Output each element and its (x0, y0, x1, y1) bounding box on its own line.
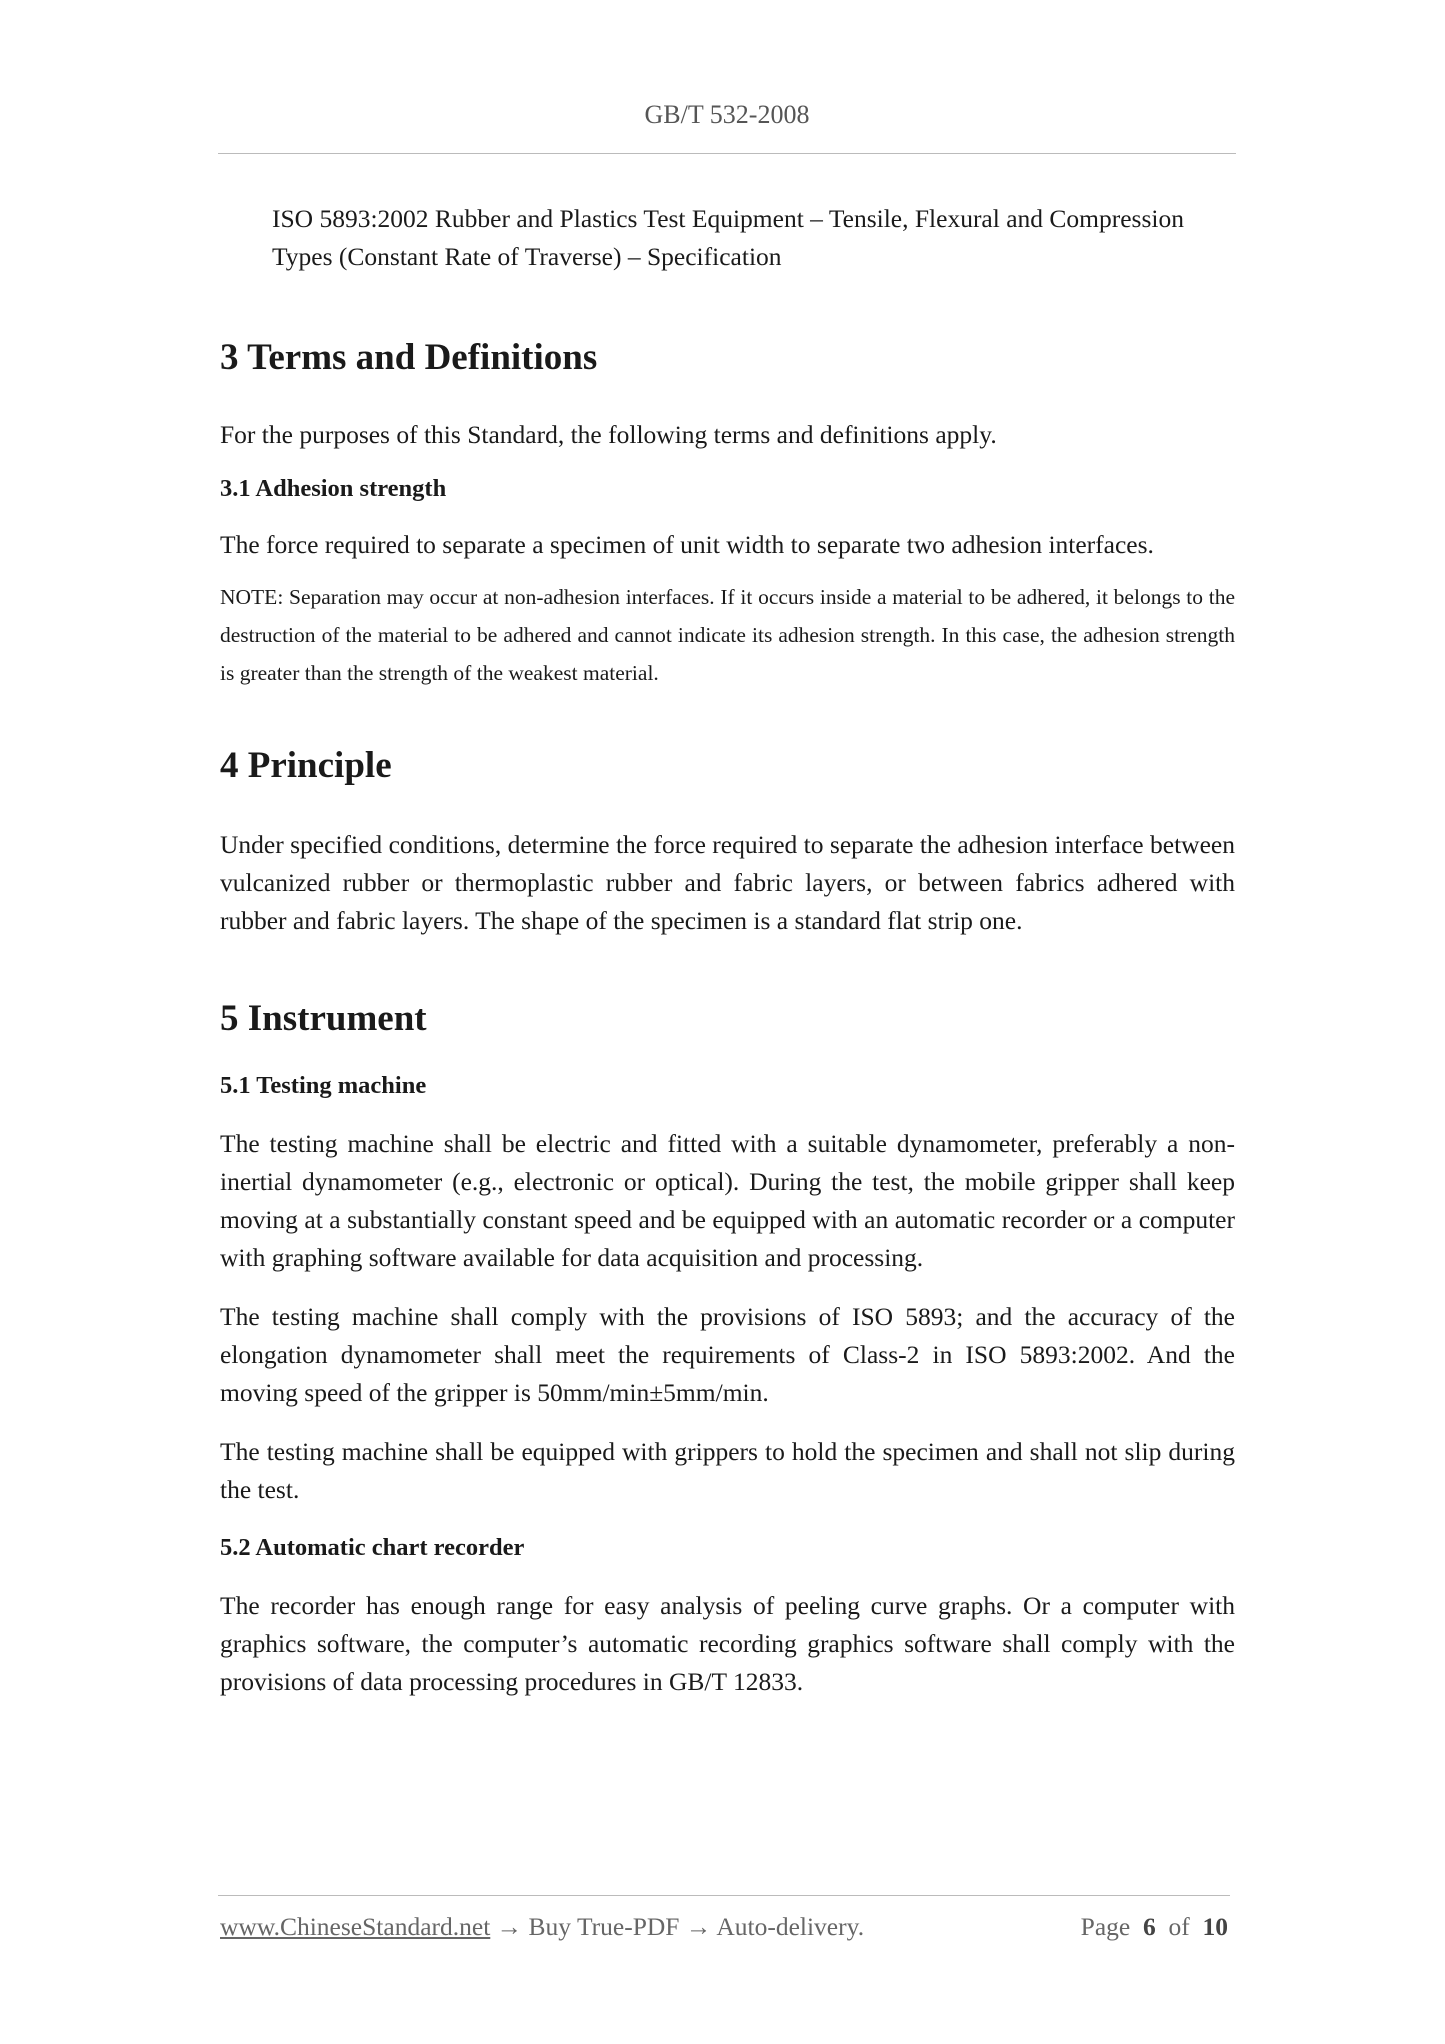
page-label: Page (1080, 1912, 1131, 1941)
website-link[interactable]: www.ChineseStandard.net (220, 1912, 491, 1941)
footer-divider (218, 1895, 1230, 1896)
auto-delivery-text: Auto-delivery. (716, 1912, 865, 1941)
total-pages: 10 (1202, 1912, 1228, 1941)
section-5-2-paragraph-1: The recorder has enough range for easy analysis of peeling curve graphs. Or a computer with graphics software, the computer’s automatic recording graphics software shall comply with the provisions of data processing procedures in GB/T 12833. (220, 1591, 1235, 1696)
section-5-title: 5 Instrument (220, 998, 427, 1039)
current-page: 6 (1143, 1912, 1156, 1941)
normative-reference: ISO 5893:2002 Rubber and Plastics Test Equipment – Tensile, Flexural and Compression Types (Constant Rate of Traverse) – Specification (272, 204, 1184, 271)
section-3-1-definition: The force required to separate a specimen of unit width to separate two adhesion interfaces. (220, 530, 1154, 559)
section-5-1-title: 5.1 Testing machine (220, 1072, 427, 1099)
page-number (1081, 1912, 1228, 1942)
page-content (220, 200, 1235, 1701)
section-4-title: 4 Principle (220, 745, 392, 786)
arrow-icon: → (685, 1912, 712, 1941)
section-3-intro: For the purposes of this Standard, the following terms and definitions apply. (220, 420, 997, 449)
section-3-1-title: 3.1 Adhesion strength (220, 475, 447, 502)
section-4-body: Under specified conditions, determine the force required to separate the adhesion interface between vulcanized rubber or thermoplastic rubber and fabric layers, or between fabrics adhered with rubber and fabric layers. The shape of the specimen is a standard flat strip one. (220, 830, 1235, 935)
section-3-1-note: NOTE: Separation may occur at non-adhesion interfaces. If it occurs inside a material to be adhered, it belongs to the destruction of the material to be adhered and cannot indicate its adhesion strength. In this case, the adhesion strength is greater than the strength of the weakest material. (220, 585, 1235, 685)
section-5-1-paragraph-2: The testing machine shall comply with the provisions of ISO 5893; and the accuracy of the elongation dynamometer shall meet the requirements of Class-2 in ISO 5893:2002. And the moving speed of the gripper is 50mm/min±5mm/min. (220, 1302, 1235, 1407)
section-5-1-paragraph-1: The testing machine shall be electric and fitted with a suitable dynamometer, preferably a non-inertial dynamometer (e.g., electronic or optical). During the test, the mobile gripper shall keep moving at a substantially constant speed and be equipped with an automatic recorder or a computer with graphing software available for data acquisition and processing. (220, 1129, 1235, 1272)
section-5-1-paragraph-3: The testing machine shall be equipped with grippers to hold the specimen and shall not slip during the test. (220, 1437, 1235, 1504)
page-footer (220, 1912, 1228, 1942)
section-5-2-title: 5.2 Automatic chart recorder (220, 1534, 525, 1561)
section-3-title: 3 Terms and Definitions (220, 337, 598, 378)
of-label: of (1168, 1912, 1190, 1941)
header-divider (218, 153, 1236, 154)
page-header: GB/T 532-2008 (644, 100, 810, 129)
arrow-icon: → (496, 1912, 523, 1941)
buy-true-pdf-text: Buy True-PDF (528, 1912, 680, 1941)
